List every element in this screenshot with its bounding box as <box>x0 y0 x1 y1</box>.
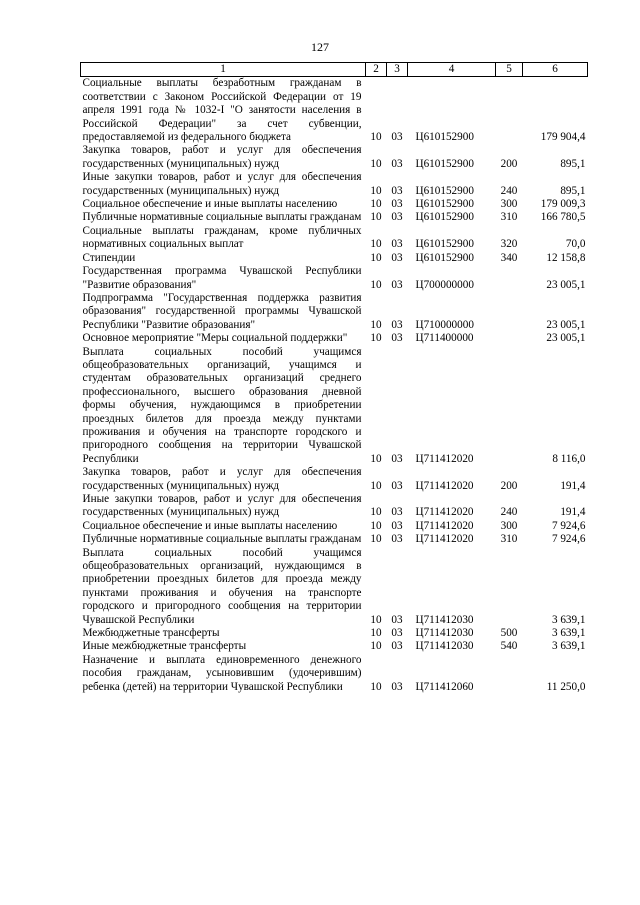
row-amount: 7 924,6 <box>551 519 586 532</box>
table-row <box>81 171 588 198</box>
row-expense-type: 310 <box>500 533 518 546</box>
row-target-code: Ц711412030 <box>415 627 474 640</box>
table-row <box>81 144 588 171</box>
header-col-1: 1 <box>81 63 366 77</box>
row-name: Социальные выплаты гражданам, кроме публичных нормативных социальных выплат <box>82 224 362 251</box>
row-amount: 11 250,0 <box>546 680 586 693</box>
row-expense-type: 300 <box>500 198 518 211</box>
row-target-code: Ц711412020 <box>415 533 474 546</box>
row-subsection: 03 <box>391 506 403 519</box>
row-section: 10 <box>370 533 382 546</box>
row-name: Государственная программа Чувашской Республики "Развитие образования" <box>82 265 362 291</box>
row-name: Иные закупки товаров, работ и услуг для обеспечения государственных (муниципальных) нужд <box>82 493 362 519</box>
row-subsection: 03 <box>391 627 403 640</box>
row-target-code: Ц711412020 <box>415 506 474 519</box>
row-name: Назначение и выплата единовременного денежного пособия гражданам, усыновившим (удочерившим) ребенка (детей) на территории Чувашской Республики <box>82 653 362 693</box>
row-expense-type: 500 <box>500 627 518 640</box>
row-section: 10 <box>370 238 382 251</box>
row-name: Закупка товаров, работ и услуг для обеспечения государственных (муниципальных) нужд <box>82 144 362 170</box>
row-name: Закупка товаров, работ и услуг для обеспечения государственных (муниципальных) нужд <box>82 466 362 492</box>
table-row <box>81 533 588 546</box>
row-amount: 895,1 <box>560 184 586 197</box>
row-section: 10 <box>370 613 382 626</box>
table-row <box>81 292 588 332</box>
table-row <box>81 332 588 345</box>
table-row <box>81 520 588 533</box>
row-expense-type <box>496 292 523 332</box>
table-row <box>81 265 588 292</box>
table-row <box>81 640 588 653</box>
row-amount: 3 639,1 <box>551 640 586 653</box>
row-subsection: 03 <box>391 613 403 626</box>
row-section: 10 <box>370 332 382 345</box>
row-expense-type: 300 <box>500 519 518 532</box>
row-section: 10 <box>370 318 382 331</box>
row-name: Межбюджетные трансферты <box>82 627 220 640</box>
row-amount: 23 005,1 <box>546 318 586 331</box>
row-name: Публичные нормативные социальные выплаты гражданам <box>82 533 362 546</box>
row-expense-type <box>496 265 523 292</box>
row-subsection: 03 <box>391 131 403 144</box>
row-target-code: Ц610152900 <box>415 157 474 170</box>
row-target-code: Ц610152900 <box>415 198 474 211</box>
row-name: Социальное обеспечение и иные выплаты населению <box>82 198 338 211</box>
table-row <box>81 77 588 145</box>
table-row <box>81 346 588 467</box>
row-section: 10 <box>370 157 382 170</box>
row-name: Подпрограмма "Государственная поддержка развития образования" государственной программы Чувашской Республики "Развитие образования" <box>82 291 362 331</box>
row-expense-type: 310 <box>500 211 518 224</box>
row-subsection: 03 <box>391 238 403 251</box>
header-col-4: 4 <box>408 63 496 77</box>
row-expense-type <box>496 654 523 694</box>
row-subsection: 03 <box>391 198 403 211</box>
table-row <box>81 466 588 493</box>
row-subsection: 03 <box>391 680 403 693</box>
header-row <box>81 63 588 77</box>
row-amount: 23 005,1 <box>546 332 586 345</box>
table-row <box>81 654 588 694</box>
row-expense-type: 540 <box>500 640 518 653</box>
row-subsection: 03 <box>391 332 403 345</box>
row-section: 10 <box>370 251 382 264</box>
row-section: 10 <box>370 479 382 492</box>
row-subsection: 03 <box>391 157 403 170</box>
row-amount: 191,4 <box>560 506 586 519</box>
table-row <box>81 225 588 252</box>
row-expense-type <box>496 346 523 467</box>
row-subsection: 03 <box>391 211 403 224</box>
row-amount: 7 924,6 <box>551 533 586 546</box>
row-section: 10 <box>370 452 382 465</box>
row-target-code: Ц610152900 <box>415 131 474 144</box>
row-name: Иные закупки товаров, работ и услуг для обеспечения государственных (муниципальных) нужд <box>82 171 362 197</box>
row-amount: 179 009,3 <box>540 198 586 211</box>
row-name: Социальное обеспечение и иные выплаты населению <box>82 519 338 532</box>
row-section: 10 <box>370 131 382 144</box>
header-col-2: 2 <box>366 63 387 77</box>
row-expense-type: 320 <box>500 238 518 251</box>
row-target-code: Ц711412060 <box>415 680 474 693</box>
budget-table <box>80 62 588 694</box>
row-subsection: 03 <box>391 479 403 492</box>
row-target-code: Ц711412030 <box>415 640 474 653</box>
row-expense-type: 340 <box>500 251 518 264</box>
row-expense-type: 200 <box>500 479 518 492</box>
row-name: Социальные выплаты безработным гражданам в соответствии с Законом Российской Федерации от 19 апреля 1991 года № 1032-I "О занятости населения в Российской Федерации" за счет субвенции, предоставляемой из федерального бюджета <box>82 77 362 144</box>
row-name: Выплата социальных пособий учащимся общеобразовательных организаций, учащимся и студентам образовательных организаций среднего профессионального, высшего образования дневной формы обучения, нуждающимся в приобретении проездных билетов для проезда между пунктами проживания и обучения на транспорте городского и пригородного сообщения на территории Чувашской Республики <box>82 345 362 465</box>
row-amount: 3 639,1 <box>551 613 586 626</box>
row-amount: 191,4 <box>560 479 586 492</box>
row-expense-type <box>496 332 523 345</box>
row-section: 10 <box>370 519 382 532</box>
row-section: 10 <box>370 640 382 653</box>
page-number: 127 <box>311 40 329 54</box>
row-section: 10 <box>370 198 382 211</box>
row-subsection: 03 <box>391 318 403 331</box>
table-row <box>81 211 588 224</box>
row-name: Публичные нормативные социальные выплаты гражданам <box>82 211 362 224</box>
row-section: 10 <box>370 278 382 291</box>
row-name: Основное мероприятие "Меры социальной поддержки" <box>82 332 348 345</box>
table-row <box>81 547 588 627</box>
table-row <box>81 627 588 640</box>
row-section: 10 <box>370 627 382 640</box>
row-expense-type <box>496 77 523 145</box>
row-expense-type: 200 <box>500 157 518 170</box>
header-col-6: 6 <box>523 63 588 77</box>
row-subsection: 03 <box>391 278 403 291</box>
row-expense-type: 240 <box>500 506 518 519</box>
row-target-code: Ц711412020 <box>415 452 474 465</box>
table-row <box>81 198 588 211</box>
row-expense-type: 240 <box>500 184 518 197</box>
row-target-code: Ц610152900 <box>415 251 474 264</box>
row-subsection: 03 <box>391 533 403 546</box>
table-row <box>81 493 588 520</box>
header-col-3: 3 <box>387 63 408 77</box>
row-subsection: 03 <box>391 184 403 197</box>
row-amount: 12 158,8 <box>546 251 586 264</box>
row-name: Выплата социальных пособий учащимся общеобразовательных организаций, нуждающимся в приобретении проездных билетов для проезда между пунктами проживания и обучения на транспорте городского и пригородного сообщения на территории Чувашской Республики <box>82 546 362 626</box>
header-col-5: 5 <box>496 63 523 77</box>
row-section: 10 <box>370 680 382 693</box>
row-section: 10 <box>370 211 382 224</box>
row-amount: 70,0 <box>565 238 586 251</box>
row-target-code: Ц711412030 <box>415 613 474 626</box>
row-target-code: Ц610152900 <box>415 184 474 197</box>
row-subsection: 03 <box>391 251 403 264</box>
row-subsection: 03 <box>391 640 403 653</box>
row-target-code: Ц711412020 <box>415 479 474 492</box>
row-name: Иные межбюджетные трансферты <box>82 640 247 653</box>
row-target-code: Ц610152900 <box>415 238 474 251</box>
row-target-code: Ц610152900 <box>415 211 474 224</box>
table-row <box>81 252 588 265</box>
row-subsection: 03 <box>391 452 403 465</box>
table-body <box>81 77 588 694</box>
row-amount: 23 005,1 <box>546 278 586 291</box>
row-section: 10 <box>370 506 382 519</box>
row-amount: 166 780,5 <box>540 211 586 224</box>
row-target-code: Ц700000000 <box>415 278 474 291</box>
row-target-code: Ц711400000 <box>415 332 474 345</box>
row-target-code: Ц710000000 <box>415 318 474 331</box>
row-name: Стипендии <box>82 251 136 264</box>
row-expense-type <box>496 547 523 627</box>
row-target-code: Ц711412020 <box>415 519 474 532</box>
row-amount: 179 904,4 <box>540 131 586 144</box>
row-amount: 3 639,1 <box>551 627 586 640</box>
row-subsection: 03 <box>391 519 403 532</box>
row-section: 10 <box>370 184 382 197</box>
row-amount: 8 116,0 <box>552 452 586 465</box>
row-amount: 895,1 <box>560 157 586 170</box>
